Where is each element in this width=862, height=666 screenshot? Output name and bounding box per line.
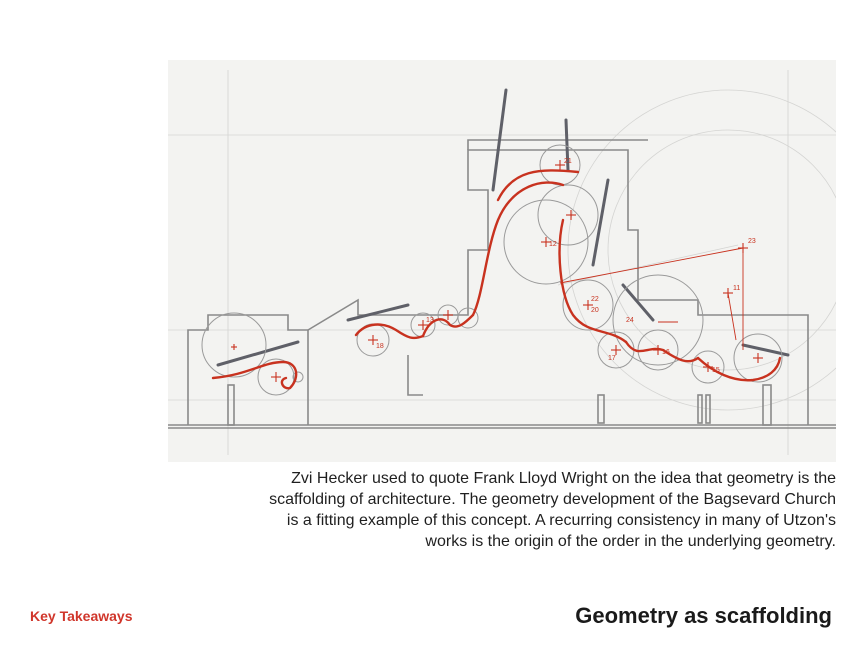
label-11: 11 (733, 285, 741, 292)
slide-title: Geometry as scaffolding (575, 603, 832, 628)
key-takeaways-label: Key Takeaways (30, 608, 133, 624)
label-23: 23 (748, 238, 756, 245)
label-20: 20 (591, 307, 599, 314)
label-21: 21 (564, 158, 572, 165)
center-markers (231, 160, 763, 382)
handwritten-labels (376, 158, 756, 374)
red-geometry-curve (213, 170, 780, 388)
label-18: 18 (376, 343, 384, 350)
geometry-circles (202, 145, 782, 395)
label-16: 16 (662, 349, 670, 356)
label-13: 13 (426, 317, 434, 324)
label-12: 12 (549, 241, 557, 248)
label-15: 15 (712, 367, 720, 374)
label-22: 22 (591, 296, 599, 303)
red-construction-lines (560, 248, 743, 350)
label-17: 17 (608, 355, 616, 362)
label-24: 24 (626, 317, 634, 324)
building-outline (168, 140, 836, 428)
geometry-sketch-image (168, 60, 836, 462)
slide-caption: Zvi Hecker used to quote Frank Lloyd Wright on the idea that geometry is the scaffolding of architecture. The geometry development of the Bagsevard Church is a fitting example of this concept. A recurring consistency in many of Utzon's works is the origin of the order in the underlying geometry. (269, 470, 836, 550)
church-section-sketch (168, 60, 836, 462)
